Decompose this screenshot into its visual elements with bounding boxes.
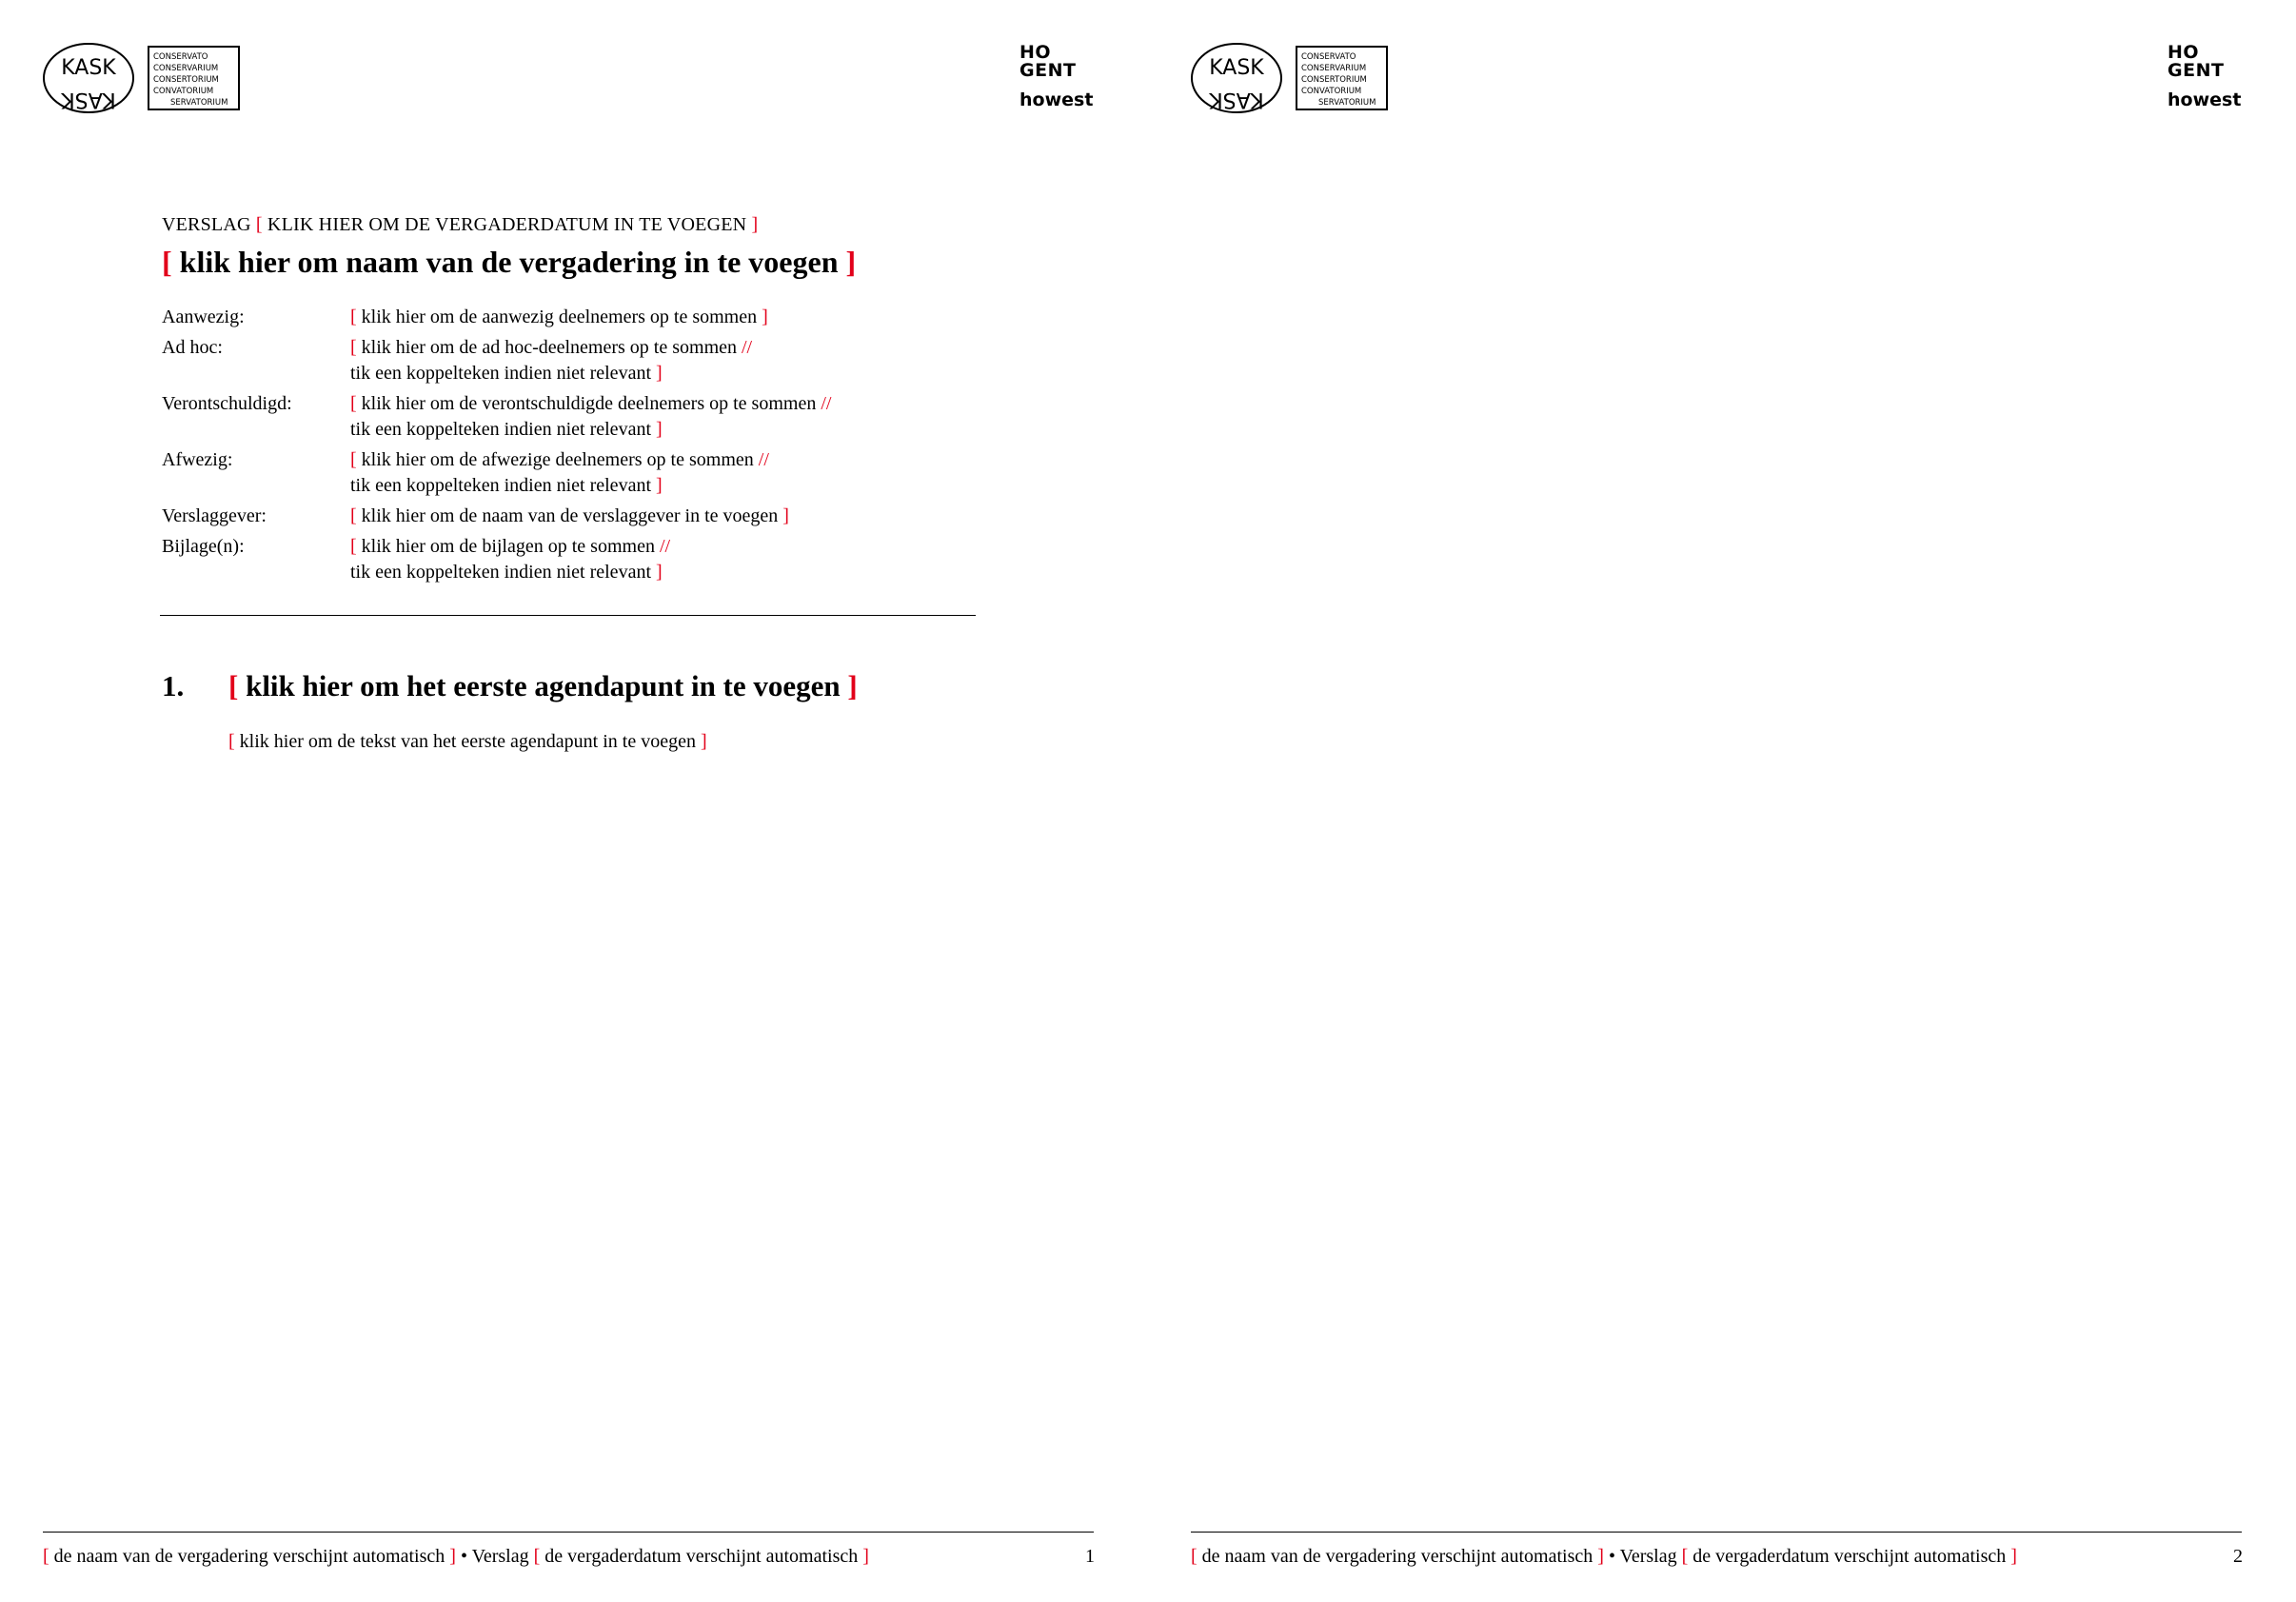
row-label: Verontschuldigd: xyxy=(162,393,292,414)
conservatorium-line-5: SERVATORIUM xyxy=(1318,98,1376,108)
hogent-logo-line-1: HO xyxy=(2167,42,2200,63)
page-number: 1 xyxy=(1085,1546,1095,1567)
attendees-table xyxy=(162,305,980,590)
kask-logo-bottom-text: KASK xyxy=(1209,88,1264,111)
footer-divider xyxy=(1191,1532,2242,1533)
agenda-item-title xyxy=(228,669,858,703)
reporter-placeholder[interactable]: klik hier om de naam van de verslaggever in te voegen xyxy=(361,505,779,526)
bracket-open: [ xyxy=(162,245,172,279)
attachments-placeholder[interactable]: klik hier om de bijlagen op te sommen xyxy=(361,536,655,557)
bracket-open: [ xyxy=(350,505,357,526)
page-footer xyxy=(43,1546,869,1568)
agenda-item-heading xyxy=(162,669,858,703)
row-label: Bijlage(n): xyxy=(162,536,245,557)
conservatorium-line-2: CONSERVARIUM xyxy=(153,64,219,73)
row-label: Aanwezig: xyxy=(162,307,245,327)
conservatorium-logo xyxy=(1296,46,1388,110)
bracket-close: ] xyxy=(847,669,858,702)
bracket-open: [ xyxy=(1191,1546,1197,1567)
footer-separator: • xyxy=(460,1546,467,1567)
row-label: Verslaggever: xyxy=(162,505,267,526)
present-placeholder[interactable]: klik hier om de aanwezig deelnemers op te sommen xyxy=(361,307,758,327)
conservatorium-logo xyxy=(148,46,240,110)
bracket-open: [ xyxy=(350,337,357,358)
hogent-howest-logo xyxy=(1019,44,1105,120)
report-label: VERSLAG xyxy=(162,214,251,235)
excused-hint[interactable]: tik een koppelteken indien niet relevant xyxy=(350,419,651,440)
hogent-logo-line-1: HO xyxy=(1019,42,1052,63)
excused-placeholder[interactable]: klik hier om de verontschuldigde deelnemers op te sommen xyxy=(361,393,817,414)
bracket-open: [ xyxy=(350,307,357,327)
conservatorium-line-4: CONVATORIUM xyxy=(1301,87,1362,96)
conservatorium-line-5: SERVATORIUM xyxy=(170,98,228,108)
bracket-open: [ xyxy=(1681,1546,1689,1567)
bracket-close: ] xyxy=(762,307,768,327)
agenda-title-placeholder[interactable]: klik hier om het eerste agendapunt in te voegen xyxy=(246,669,841,702)
kask-logo-top-text: KASK xyxy=(61,56,116,80)
agenda-item-number: 1. xyxy=(162,669,185,702)
attendee-row-excused xyxy=(162,391,980,443)
section-divider xyxy=(160,615,976,616)
bracket-close: ] xyxy=(2010,1546,2017,1567)
meeting-date-placeholder[interactable]: KLIK HIER OM DE VERGADERDATUM IN TE VOEGEN xyxy=(267,214,747,235)
adhoc-hint[interactable]: tik een koppelteken indien niet relevant xyxy=(350,363,651,384)
conservatorium-line-4: CONVATORIUM xyxy=(153,87,214,96)
separator: // xyxy=(742,337,753,358)
bracket-open: [ xyxy=(350,449,357,470)
footer-meeting-name: de naam van de vergadering verschijnt automatisch xyxy=(1201,1546,1593,1567)
page-number: 2 xyxy=(2233,1546,2243,1567)
bracket-close: ] xyxy=(782,505,789,526)
row-value xyxy=(350,305,980,330)
footer-meeting-date: de vergaderdatum verschijnt automatisch xyxy=(1692,1546,2007,1567)
page-footer xyxy=(1191,1546,2017,1568)
footer-meeting-name: de naam van de vergadering verschijnt automatisch xyxy=(53,1546,445,1567)
footer-label: Verslag xyxy=(471,1546,529,1567)
footer-meeting-date: de vergaderdatum verschijnt automatisch xyxy=(544,1546,859,1567)
meeting-name-placeholder[interactable]: klik hier om naam van de vergadering in te voegen xyxy=(179,245,839,279)
bracket-close: ] xyxy=(656,363,663,384)
kask-logo-bottom-text: KASK xyxy=(61,88,116,111)
bracket-close: ] xyxy=(656,562,663,583)
absent-placeholder[interactable]: klik hier om de afwezige deelnemers op te sommen xyxy=(361,449,754,470)
separator: // xyxy=(821,393,832,414)
row-label: Ad hoc: xyxy=(162,337,223,358)
howest-logo-text: howest xyxy=(2167,89,2242,110)
adhoc-placeholder[interactable]: klik hier om de ad hoc-deelnemers op te sommen xyxy=(361,337,737,358)
bracket-close: ] xyxy=(449,1546,456,1567)
absent-hint[interactable]: tik een koppelteken indien niet relevant xyxy=(350,475,651,496)
attendee-row-absent xyxy=(162,447,980,499)
bracket-close: ] xyxy=(845,245,857,279)
footer-separator: • xyxy=(1608,1546,1615,1567)
attendee-row-present xyxy=(162,305,980,330)
kask-logo xyxy=(42,42,135,114)
kask-logo xyxy=(1190,42,1283,114)
conservatorium-line-3: CONSERTORIUM xyxy=(153,75,219,85)
agenda-item-body xyxy=(228,731,707,753)
hogent-logo-line-2: GENT xyxy=(1019,60,1077,81)
bracket-close: ] xyxy=(751,214,759,235)
separator: // xyxy=(758,449,769,470)
bracket-open: [ xyxy=(228,731,235,752)
bracket-open: [ xyxy=(350,393,357,414)
attendee-row-attachments xyxy=(162,534,980,585)
report-date-line xyxy=(162,214,758,236)
bracket-open: [ xyxy=(350,536,357,557)
howest-logo-text: howest xyxy=(1019,89,1094,110)
attachments-hint[interactable]: tik een koppelteken indien niet relevant xyxy=(350,562,651,583)
bracket-close: ] xyxy=(700,731,707,752)
bracket-close: ] xyxy=(862,1546,869,1567)
separator: // xyxy=(659,536,671,557)
meeting-name-title xyxy=(162,245,856,280)
footer-label: Verslag xyxy=(1619,1546,1677,1567)
hogent-howest-logo xyxy=(2167,44,2253,120)
bracket-open: [ xyxy=(43,1546,49,1567)
bracket-open: [ xyxy=(228,669,239,702)
bracket-open: [ xyxy=(255,214,263,235)
bracket-close: ] xyxy=(656,419,663,440)
conservatorium-line-2: CONSERVARIUM xyxy=(1301,64,1367,73)
footer-divider xyxy=(43,1532,1094,1533)
row-value xyxy=(350,335,980,386)
kask-logo-top-text: KASK xyxy=(1209,56,1264,80)
row-value xyxy=(350,391,980,443)
conservatorium-line-1: CONSERVATO xyxy=(1301,52,1356,62)
bracket-close: ] xyxy=(656,475,663,496)
row-value xyxy=(350,447,980,499)
row-value xyxy=(350,534,980,585)
row-value xyxy=(350,504,980,529)
hogent-logo-line-2: GENT xyxy=(2167,60,2225,81)
agenda-text-placeholder[interactable]: klik hier om de tekst van het eerste agendapunt in te voegen xyxy=(239,731,696,752)
attendee-row-adhoc xyxy=(162,335,980,386)
document-page-2 xyxy=(1148,0,2296,1602)
conservatorium-line-1: CONSERVATO xyxy=(153,52,208,62)
conservatorium-line-3: CONSERTORIUM xyxy=(1301,75,1367,85)
bracket-open: [ xyxy=(533,1546,541,1567)
bracket-close: ] xyxy=(1597,1546,1604,1567)
attendee-row-reporter xyxy=(162,504,980,529)
row-label: Afwezig: xyxy=(162,449,233,470)
